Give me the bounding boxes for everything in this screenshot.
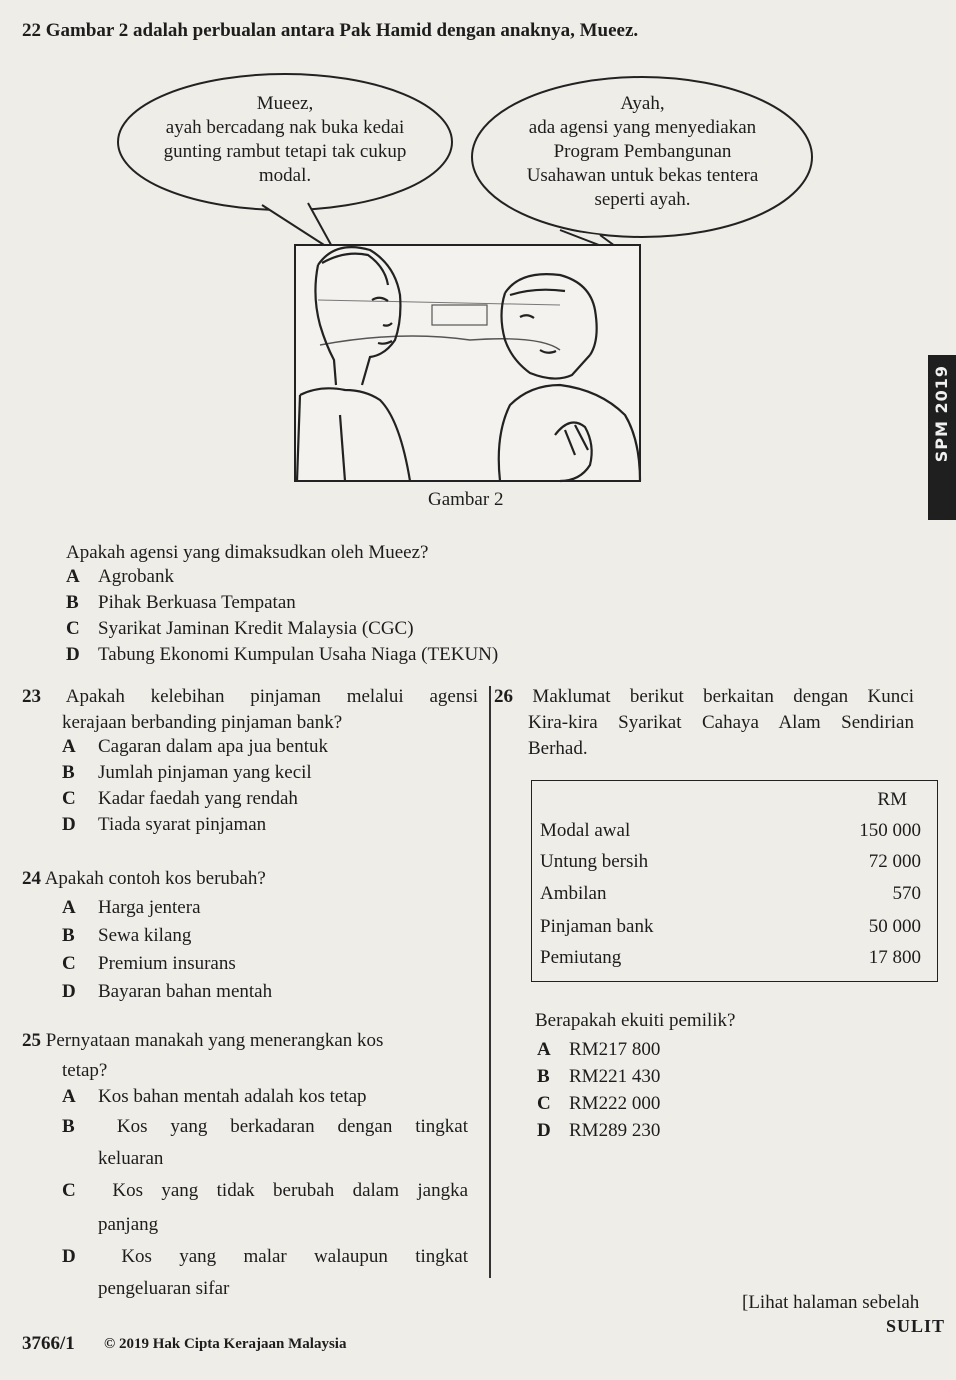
q22-option-d[interactable] (66, 642, 498, 668)
bubble-right-line: ada agensi yang menyediakan (528, 117, 757, 138)
figure-caption: Gambar 2 (428, 489, 504, 510)
q23-option-d[interactable] (62, 812, 328, 838)
option-letter: A (62, 736, 76, 757)
q26-option-b[interactable] (537, 1063, 660, 1090)
option-letter: C (62, 788, 76, 809)
option-letter: C (62, 953, 76, 974)
bubble-left-text (125, 92, 445, 188)
row-value: 570 (892, 883, 921, 904)
option-letter: D (62, 981, 76, 1002)
row-label: Ambilan (540, 883, 607, 904)
q25-option-c[interactable] (62, 1178, 468, 1204)
sulit-label: SULIT (886, 1316, 946, 1336)
option-letter: A (62, 897, 76, 918)
q22-number: 22 (22, 20, 41, 41)
q26-line1: Maklumat berikut berkaitan dengan Kunci (532, 686, 914, 707)
q22-header (22, 18, 638, 44)
option-text: Kos bahan mentah adalah kos tetap (98, 1086, 367, 1107)
option-text: Kadar faedah yang rendah (98, 788, 298, 809)
q26-number: 26 (494, 686, 513, 707)
option-text: Kos yang malar walaupun tingkat (121, 1246, 468, 1267)
option-letter: B (62, 925, 75, 946)
option-letter: A (62, 1086, 76, 1107)
row-label: Untung bersih (540, 851, 649, 872)
q25-options (62, 1084, 468, 1302)
q24-text: Apakah contoh kos berubah? (44, 868, 266, 889)
bubble-right-line: Usahawan untuk bekas tentera (526, 165, 759, 186)
q22-text: Gambar 2 adalah perbualan antara Pak Hamid dengan anaknya, Mueez. (45, 20, 639, 41)
table-row (540, 883, 921, 905)
q22-options (66, 564, 498, 668)
q26-option-a[interactable] (537, 1036, 660, 1063)
paper-code: 3766/1 (22, 1333, 75, 1354)
q22-question: Apakah agensi yang dimaksudkan oleh Mueez? (66, 542, 429, 563)
q24-option-c[interactable] (62, 950, 272, 978)
row-label: Pinjaman bank (540, 916, 654, 937)
table-row (540, 947, 921, 969)
option-letter: D (537, 1120, 551, 1141)
q25-option-a[interactable] (62, 1084, 468, 1110)
q23-line2: kerajaan berbanding pinjaman bank? (62, 712, 343, 733)
option-text-cont: pengeluaran sifar (98, 1278, 230, 1299)
option-text: RM289 230 (569, 1120, 661, 1141)
q23-number: 23 (22, 686, 41, 707)
option-text: Kos yang tidak berubah dalam jangka (112, 1180, 468, 1201)
q24-question (22, 866, 266, 892)
q25-option-b[interactable] (62, 1114, 468, 1140)
q22-option-b[interactable] (66, 590, 498, 616)
q24-options (62, 894, 272, 1006)
option-text: Kos yang berkadaran dengan tingkat (116, 1116, 468, 1137)
q26-option-c[interactable] (537, 1090, 660, 1117)
option-letter: A (66, 566, 80, 587)
option-text: Pihak Berkuasa Tempatan (98, 592, 296, 613)
row-label: Pemiutang (540, 947, 622, 968)
option-text: Premium insurans (98, 953, 236, 974)
q23-option-a[interactable] (62, 734, 328, 760)
option-text: Harga jentera (98, 897, 201, 918)
row-value: 72 000 (868, 851, 921, 872)
option-letter: B (62, 1116, 75, 1137)
option-text: RM217 800 (569, 1039, 661, 1060)
option-letter: D (62, 1246, 76, 1267)
q25-option-d[interactable] (62, 1244, 468, 1270)
option-text: Bayaran bahan mentah (98, 981, 273, 1002)
q26-sub-question: Berapakah ekuiti pemilik? (535, 1010, 736, 1031)
q25-question (22, 1028, 466, 1084)
option-letter: D (62, 814, 76, 835)
q24-option-d[interactable] (62, 978, 272, 1006)
copyright-notice: © 2019 Hak Cipta Kerajaan Malaysia (104, 1336, 347, 1352)
table-row (540, 820, 921, 842)
next-page-note: [Lihat halaman sebelah (742, 1292, 920, 1313)
q23-question (22, 684, 478, 736)
q22-option-a[interactable] (66, 564, 498, 590)
balance-sheet-table (531, 780, 938, 982)
option-letter: C (66, 618, 80, 639)
row-label: Modal awal (540, 820, 631, 841)
row-value: 150 000 (859, 820, 921, 841)
q23-option-c[interactable] (62, 786, 328, 812)
currency-label: RM (877, 789, 907, 810)
option-text: Cagaran dalam apa jua bentuk (98, 736, 329, 757)
option-text: Tiada syarat pinjaman (98, 814, 267, 835)
option-text: RM221 430 (569, 1066, 661, 1087)
q26-question (494, 684, 914, 762)
option-letter: C (537, 1093, 551, 1114)
column-divider (489, 686, 491, 1278)
bubble-right-line: Ayah, (620, 93, 665, 114)
option-text: Sewa kilang (98, 925, 192, 946)
option-text: Jumlah pinjaman yang kecil (98, 762, 312, 783)
q26-line3: Berhad. (528, 738, 588, 759)
option-text: Agrobank (98, 566, 174, 587)
bubble-right-line: Program Pembangunan (553, 141, 732, 162)
table-row (540, 851, 921, 873)
table-row (540, 916, 921, 938)
comic-panel (295, 245, 640, 481)
option-text: RM222 000 (569, 1093, 661, 1114)
q26-line2: Kira-kira Syarikat Cahaya Alam Sendirian (528, 712, 914, 733)
option-text-cont: panjang (98, 1214, 159, 1235)
option-text-cont: keluaran (98, 1148, 164, 1169)
option-letter: C (62, 1180, 76, 1201)
option-letter: B (537, 1066, 550, 1087)
option-letter: B (66, 592, 79, 613)
bubble-right-line: seperti ayah. (594, 189, 691, 210)
bubble-left-line: ayah bercadang nak buka kedai (165, 117, 405, 138)
side-tab-label: SPM 2019 (932, 365, 951, 463)
q24-option-a[interactable] (62, 894, 272, 922)
row-value: 50 000 (868, 916, 921, 937)
q22-option-c[interactable] (66, 616, 498, 642)
spm-side-tab (928, 355, 956, 520)
q23-option-b[interactable] (62, 760, 328, 786)
q25-line2: tetap? (62, 1060, 108, 1081)
bubble-left-line: gunting rambut tetapi tak cukup (163, 141, 407, 162)
bubble-left-line: Mueez, (256, 93, 314, 114)
option-letter: B (62, 762, 75, 783)
bubble-right-text (495, 92, 790, 212)
bubble-left-line: modal. (258, 165, 312, 186)
q24-number: 24 (22, 868, 41, 889)
option-text: Syarikat Jaminan Kredit Malaysia (CGC) (98, 618, 414, 639)
option-text: Tabung Ekonomi Kumpulan Usaha Niaga (TEKUN) (98, 644, 499, 665)
q26-options (537, 1036, 660, 1144)
option-letter: A (537, 1039, 551, 1060)
option-letter: D (66, 644, 80, 665)
q26-option-d[interactable] (537, 1117, 660, 1144)
q25-line1: Pernyataan manakah yang menerangkan kos (45, 1030, 384, 1051)
q24-option-b[interactable] (62, 922, 272, 950)
q23-options (62, 734, 328, 838)
q25-number: 25 (22, 1030, 41, 1051)
q23-line1: Apakah kelebihan pinjaman melalui agensi (65, 686, 479, 707)
row-value: 17 800 (868, 947, 921, 968)
